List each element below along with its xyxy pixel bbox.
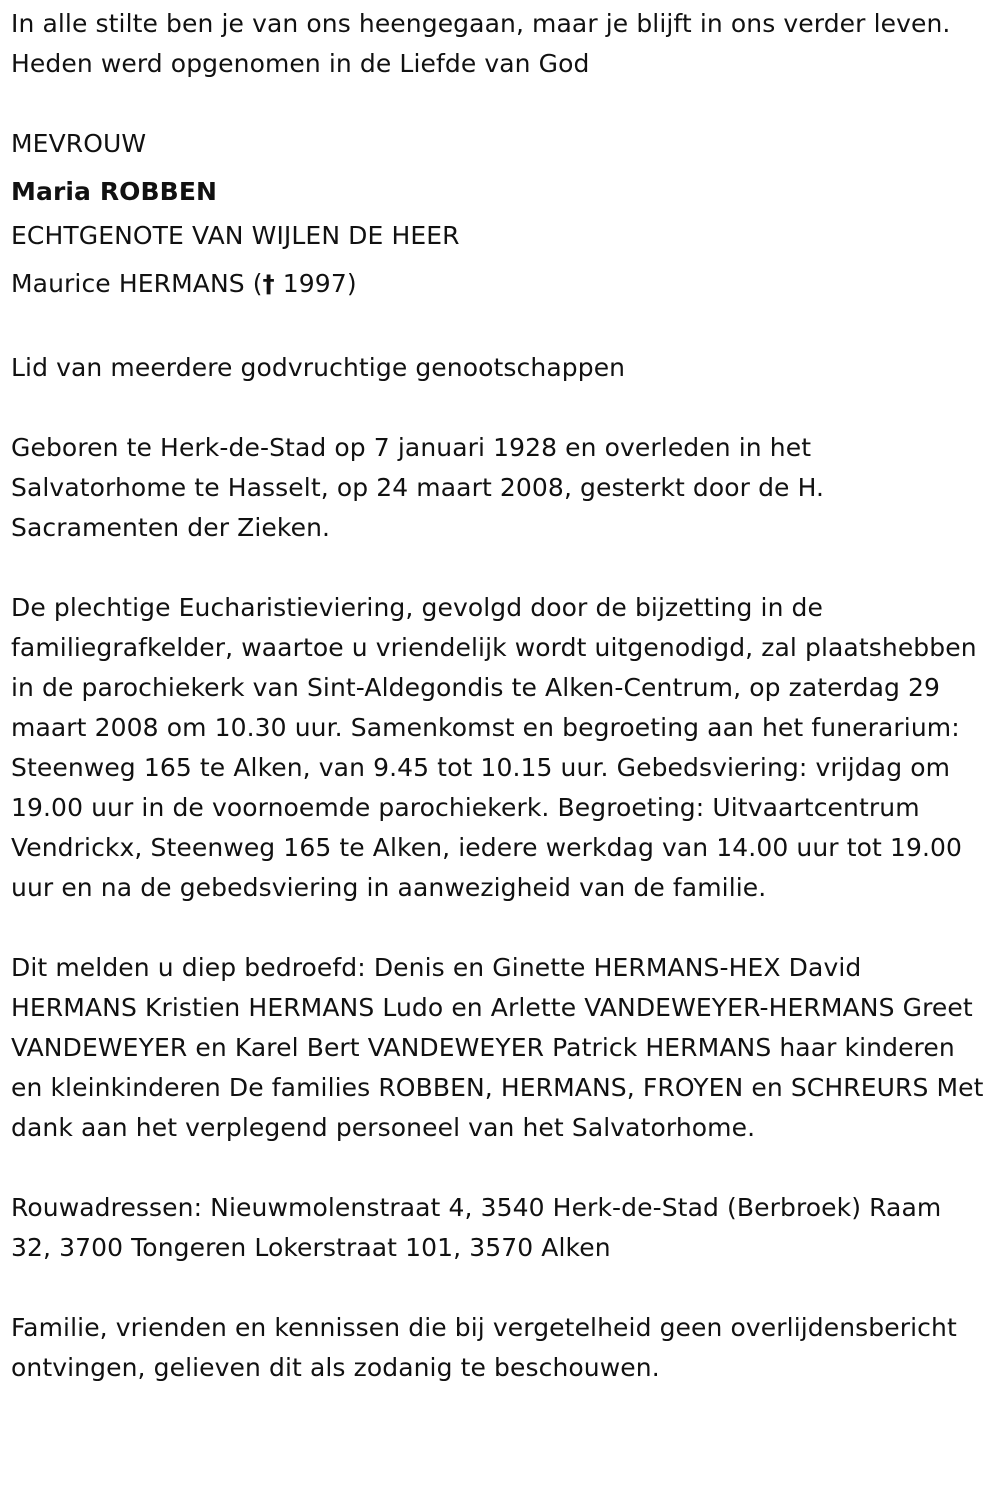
obituary-document	[11, 4, 986, 1388]
title-prefix: MEVROUW	[11, 129, 147, 158]
cross-icon: †	[262, 270, 275, 298]
announcers-paragraph: Dit melden u diep bedroefd: Denis en Ginette HERMANS-HEX David HERMANS Kristien HERMANS Ludo en Arlette VANDEWEYER-HERMANS Greet VANDEWEYER en Karel Bert VANDEWEYER Patrick HERMANS haar kinderen en kleinkinderen De families ROBBEN, HERMANS, FROYEN en SCHREURS Met dank aan het verplegend personeel van het Salvatorhome.	[11, 953, 984, 1142]
intro-paragraph: In alle stilte ben je van ons heengegaan, maar je blijft in ons verder leven. Heden werd opgenomen in de Liefde van God	[11, 9, 951, 78]
spouse-death-year: 1997)	[274, 269, 357, 298]
spouse-name: Maurice HERMANS (	[11, 269, 263, 298]
ceremony-paragraph: De plechtige Eucharistieviering, gevolgd door de bijzetting in de familiegrafkelder, waartoe u vriendelijk wordt uitgenodigd, zal plaatshebben in de parochiekerk van Sint-Aldegondis te Alken-Centrum, op zaterdag 29 maart 2008 om 10.30 uur. Samenkomst en begroeting aan het funerarium: Steenweg 165 te Alken, van 9.45 tot 10.15 uur. Gebedsviering: vrijdag om 19.00 uur in de voornoemde parochiekerk. Begroeting: Uitvaartcentrum Vendrickx, Steenweg 165 te Alken, iedere werkdag van 14.00 uur tot 19.00 uur en na de gebedsviering in aanwezigheid van de familie.	[11, 593, 977, 902]
birth-death-paragraph: Geboren te Herk-de-Stad op 7 januari 1928 en overleden in het Salvatorhome te Hasselt, op 24 maart 2008, gesterkt door de H. Sacramenten der Zieken.	[11, 433, 825, 542]
deceased-name: Maria ROBBEN	[11, 177, 218, 206]
membership-paragraph: Lid van meerdere godvruchtige genootschappen	[11, 353, 626, 382]
spouse-line	[11, 260, 986, 308]
relation-line: ECHTGENOTE VAN WIJLEN DE HEER	[11, 221, 460, 250]
closing-paragraph: Familie, vrienden en kennissen die bij vergetelheid geen overlijdensbericht ontvingen, gelieven dit als zodanig te beschouwen.	[11, 1313, 957, 1382]
addresses-paragraph: Rouwadressen: Nieuwmolenstraat 4, 3540 Herk-de-Stad (Berbroek) Raam 32, 3700 Tongeren Lokerstraat 101, 3570 Alken	[11, 1193, 942, 1262]
